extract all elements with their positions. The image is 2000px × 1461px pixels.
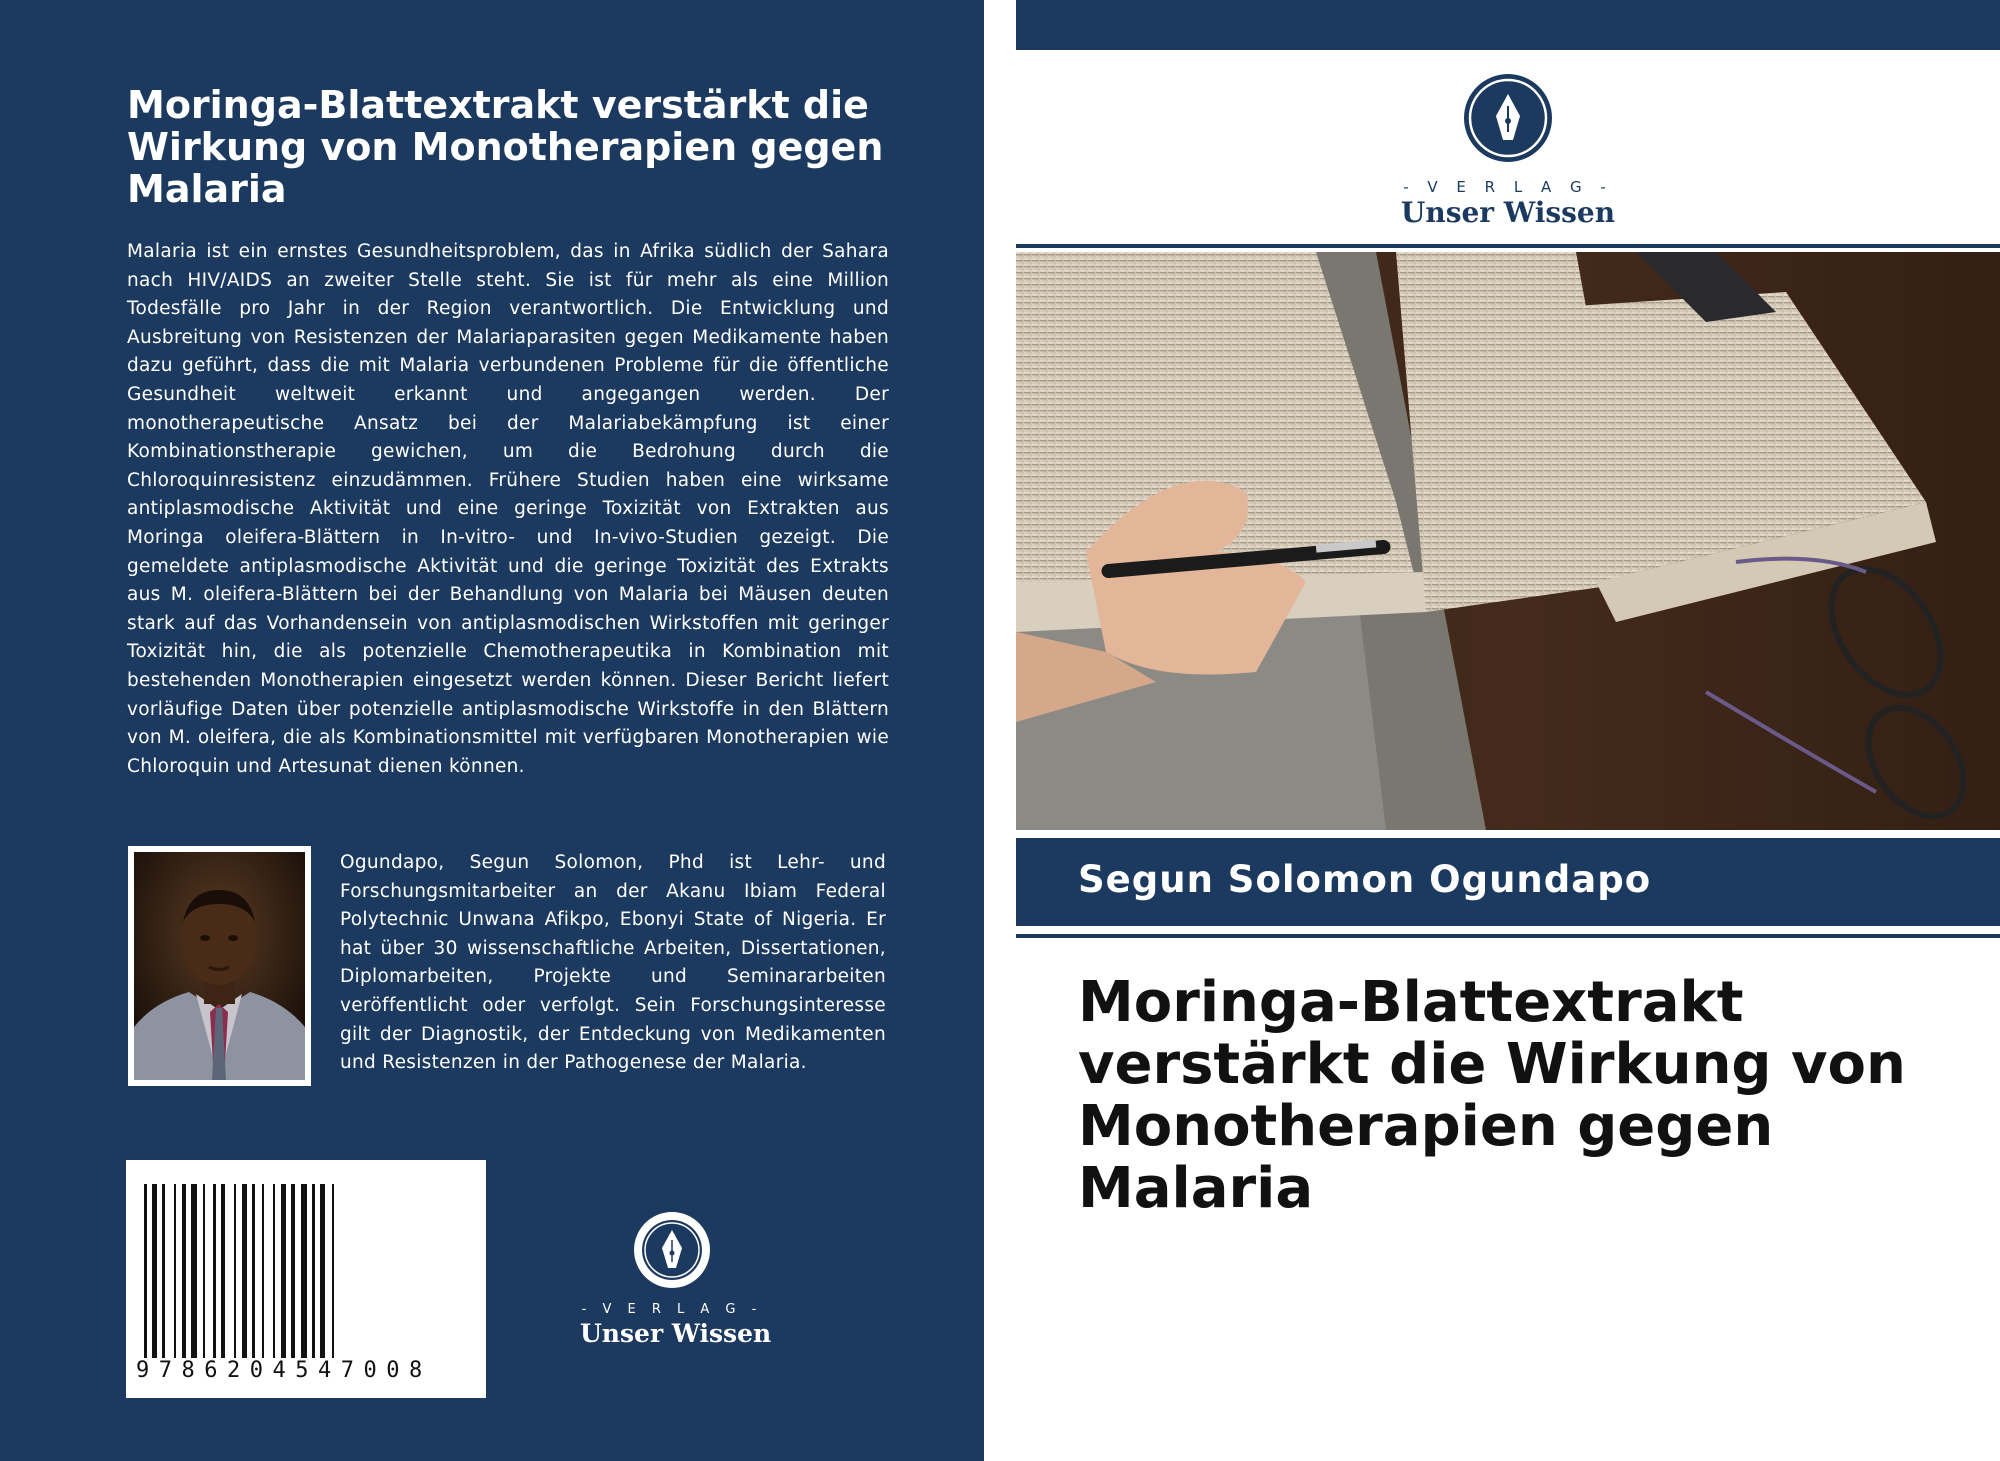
back-publisher-logo	[580, 1210, 772, 1348]
front-logo-name: Unser Wissen	[1400, 196, 1616, 229]
cover-photo	[1016, 252, 2000, 830]
rule-below-author	[1016, 934, 2000, 938]
pen-nib-seal-icon	[632, 1210, 712, 1290]
isbn-digits: 9786204547008	[136, 1358, 432, 1383]
rule-above-photo	[1016, 244, 2000, 248]
author-photo	[134, 852, 305, 1080]
back-cover	[0, 0, 984, 1461]
front-cover	[1016, 0, 2000, 1461]
pen-nib-seal-icon	[1462, 72, 1554, 164]
author-bio: Ogundapo, Segun Solomon, Phd ist Lehr- und Forschungsmitarbeiter an der Akanu Ibiam Federal Polytechnic Unwana Afikpo, Ebonyi State of Nigeria. Er hat über 30 wissenschaftliche Arbeiten, Dissertationen, Diplomarbeiten, Projekte und Seminararbeiten veröffentlicht oder verfolgt. Sein Forschungsinteresse gilt der Diagnostik, der Entdeckung von Medikamenten und Resistenzen in der Pathogenese der Malaria.	[340, 852, 886, 1074]
back-logo-name: Unser Wissen	[580, 1319, 772, 1348]
back-logo-verlag: - V E R L A G -	[581, 1302, 763, 1317]
front-top-bar	[1016, 0, 2000, 50]
front-cover-title: Moringa-Blattextrakt verstärkt die Wirkung von Monotherapien gegen Malaria	[1078, 970, 1906, 1221]
cover-gap	[984, 0, 1016, 1461]
back-cover-title: Moringa-Blattextrakt verstärkt die Wirkung von Monotherapien gegen Malaria	[127, 83, 884, 211]
isbn-barcode	[126, 1160, 486, 1398]
barcode-bars	[144, 1184, 468, 1358]
back-cover-blurb: Malaria ist ein ernstes Gesundheitsproblem, das in Afrika südlich der Sahara nach HIV/AIDS an zweiter Stelle steht. Sie ist für mehr als eine Million Todesfälle pro Jahr in der Region verantwortlich. Die Entwicklung und Ausbreitung von Resistenzen der Malariaparasiten gegen Medikamente haben dazu geführt, dass die mit Malaria verbundenen Probleme für die öffentliche Gesundheit weltweit erkannt und angegangen werden. Der monotherapeutische Ansatz bei der Malariabekämpfung ist einer Kombinationstherapie gewichen, um die Bedrohung durch die Chloroquinresistenz einzudämmen. Frühere Studien haben eine wirksame antiplasmodische Aktivität und eine geringe Toxizität von Extrakten aus Moringa oleifera-Blättern in In-vitro- und In-vivo-Studien gezeigt. Die gemeldete antiplasmodische Aktivität und die geringe Toxizität des Extrakts aus M. oleifera-Blättern bei der Behandlung von Malaria bei Mäusen deuten stark auf das Vorhandensein von antiplasmodischen Wirkstoffen mit geringer Toxizität hin, die als potenzielle Chemotherapeutika in Kombination mit bestehenden Monotherapien eingesetzt werden können. Dieser Bericht liefert vorläufige Daten über potenzielle antiplasmodische Wirkstoffe in den Blättern von M. oleifera, die als Kombinationsmittel mit verfügbaren Monotherapien wie Chloroquin und Artesunat dienen können.	[127, 241, 889, 777]
front-author-name: Segun Solomon Ogundapo	[1078, 858, 1652, 901]
front-logo-verlag: - V E R L A G -	[1403, 178, 1613, 196]
author-band	[1016, 838, 2000, 926]
front-publisher-logo	[1386, 72, 1630, 229]
